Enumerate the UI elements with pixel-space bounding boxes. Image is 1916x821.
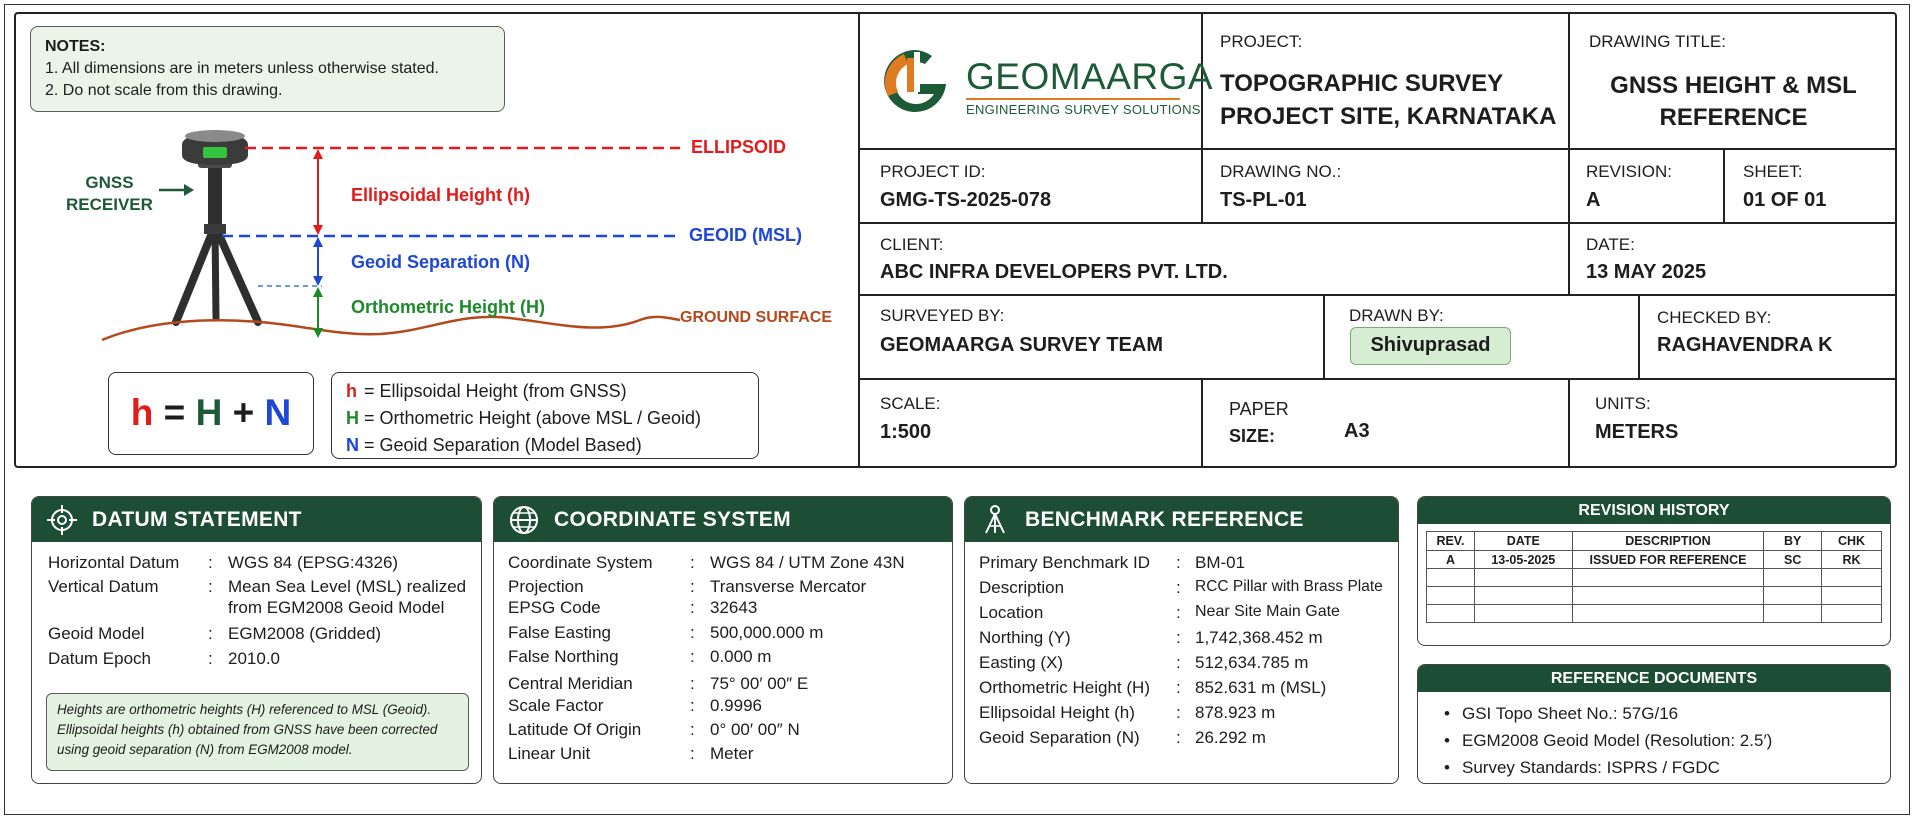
benchmark-key: Easting (X)	[979, 653, 1064, 672]
column-header: CHK	[1822, 532, 1882, 551]
formula-box	[108, 372, 314, 455]
project-line2: PROJECT SITE, KARNATAKA	[1220, 103, 1557, 130]
paper-label-line2: SIZE:	[1229, 426, 1276, 446]
table-cell: 13-05-2025	[1474, 551, 1572, 569]
drawn-by-value: Shivuprasad	[1350, 327, 1511, 365]
sheet-label: SHEET:	[1743, 162, 1803, 181]
datum-statement-header	[32, 497, 481, 542]
revision-history-table	[1426, 531, 1882, 623]
benchmark-key: Northing (Y)	[979, 628, 1071, 647]
table-row	[1427, 551, 1882, 569]
logo-divider	[966, 98, 1180, 100]
coord-colon: :	[690, 674, 695, 693]
table-cell: SC	[1764, 551, 1822, 569]
column-header: REV.	[1427, 532, 1475, 551]
date-value: 13 MAY 2025	[1586, 261, 1707, 283]
drawing-title-label: DRAWING TITLE:	[1589, 32, 1726, 51]
benchmark-colon: :	[1176, 653, 1181, 672]
formula-h: h	[130, 392, 154, 433]
units-value: METERS	[1595, 421, 1679, 443]
surveyed-by-label: SURVEYED BY:	[880, 306, 1005, 325]
benchmark-colon: :	[1176, 678, 1181, 697]
coordinate-system-header	[494, 497, 952, 542]
coord-value: Transverse Mercator	[710, 577, 867, 596]
coord-key: False Easting	[508, 623, 611, 642]
benchmark-value: 512,634.785 m	[1195, 653, 1309, 672]
paper-size-value: A3	[1344, 420, 1370, 442]
coord-value: 0.9996	[710, 696, 762, 715]
note-item: 2. Do not scale from this drawing.	[45, 82, 283, 99]
benchmark-colon: :	[1176, 703, 1181, 722]
drawing-title-line1: GNSS HEIGHT & MSL	[1610, 72, 1857, 99]
benchmark-key: Geoid Separation (N)	[979, 728, 1140, 747]
table-cell: ISSUED FOR REFERENCE	[1572, 551, 1764, 569]
client-label: CLIENT:	[880, 235, 944, 254]
datum-value: EGM2008 (Gridded)	[228, 624, 382, 643]
datum-colon: :	[208, 553, 213, 572]
datum-key: Vertical Datum	[48, 577, 159, 596]
datum-statement-title: DATUM STATEMENT	[92, 508, 302, 531]
benchmark-value: RCC Pillar with Brass Plate	[1195, 578, 1383, 595]
datum-value: WGS 84 (EPSG:4326)	[228, 553, 399, 572]
coord-colon: :	[690, 598, 695, 617]
formula-H: H	[195, 392, 223, 433]
client-value: ABC INFRA DEVELOPERS PVT. LTD.	[880, 261, 1228, 283]
drawing-no-label: DRAWING NO.:	[1220, 162, 1342, 181]
coord-value: WGS 84 / UTM Zone 43N	[710, 553, 905, 572]
benchmark-key: Description	[979, 578, 1065, 597]
geoid-separation-label: Geoid Separation (N)	[351, 252, 531, 272]
datum-value: Mean Sea Level (MSL) realized	[228, 577, 467, 596]
gnss-receiver-icon	[182, 130, 248, 168]
table-header-row	[1427, 532, 1882, 551]
project-id-label: PROJECT ID:	[880, 162, 986, 181]
coord-colon: :	[690, 623, 695, 642]
project-line1: TOPOGRAPHIC SURVEY	[1220, 70, 1504, 97]
reference-documents-header: REFERENCE DOCUMENTS	[1418, 665, 1890, 692]
legend-row	[346, 378, 744, 405]
title-block-divider	[1723, 148, 1725, 222]
coordinate-system-title: COORDINATE SYSTEM	[554, 508, 791, 531]
legend-row	[346, 405, 744, 432]
coord-colon: :	[690, 577, 695, 596]
datum-colon: :	[208, 577, 213, 596]
list-item: • EGM2008 Geoid Model (Resolution: 2.5′)	[1444, 727, 1890, 754]
benchmark-colon: :	[1176, 578, 1181, 597]
table-row	[1427, 605, 1882, 623]
receiver-label	[66, 172, 153, 216]
note-item: 1. All dimensions are in meters unless otherwise stated.	[45, 60, 439, 77]
ground-surface-line	[102, 317, 680, 340]
column-header: BY	[1764, 532, 1822, 551]
coord-key: Central Meridian	[508, 674, 633, 693]
coord-key: Latitude Of Origin	[508, 720, 642, 739]
legend-symbol: N	[346, 435, 359, 455]
benchmark-key: Ellipsoidal Height (h)	[979, 703, 1135, 722]
orthometric-height-arrow	[313, 287, 323, 338]
coord-value: 0.000 m	[710, 647, 772, 666]
benchmark-reference-panel	[964, 496, 1399, 784]
ellipsoidal-height-arrow	[313, 149, 323, 235]
datum-note: Heights are orthometric heights (H) referenced to MSL (Geoid). Ellipsoidal heights (h) obtained from GNSS have been corrected using geoid separation (N) from EGM2008 model.	[46, 693, 469, 771]
benchmark-reference-title: BENCHMARK REFERENCE	[1025, 508, 1304, 531]
drawn-by-label: DRAWN BY:	[1349, 306, 1444, 325]
checked-by-label: CHECKED BY:	[1657, 308, 1772, 327]
datum-colon: :	[208, 649, 213, 668]
list-item: • Survey Standards: ISPRS / FGDC	[1444, 754, 1890, 781]
coord-value: 75° 00′ 00″ E	[710, 674, 809, 693]
table-row	[1427, 569, 1882, 587]
datum-key: Horizontal Datum	[48, 553, 180, 572]
title-block-divider	[1201, 12, 1203, 222]
coord-value: 0° 00′ 00″ N	[710, 720, 800, 739]
coord-value: 32643	[710, 598, 758, 617]
scale-value: 1:500	[880, 421, 932, 443]
revision-history-panel	[1417, 496, 1891, 646]
legend-text: Orthometric Height (above MSL / Geoid)	[379, 408, 701, 428]
coord-key: EPSG Code	[508, 598, 601, 617]
scale-label: SCALE:	[880, 394, 941, 413]
crosshair-icon	[46, 504, 78, 536]
formula-plus: +	[232, 392, 255, 433]
coord-value: Meter	[710, 744, 754, 763]
coord-key: Linear Unit	[508, 744, 591, 763]
benchmark-value: BM-01	[1195, 553, 1246, 572]
receiver-label-line2: RECEIVER	[66, 195, 153, 214]
drawing-no-value: TS-PL-01	[1220, 189, 1307, 211]
title-block-divider	[1638, 294, 1640, 378]
orthometric-height-label: Orthometric Height (H)	[351, 297, 546, 317]
list-item: • GSI Topo Sheet No.: 57G/16	[1444, 700, 1890, 727]
date-label: DATE:	[1586, 235, 1635, 254]
reference-documents-list	[1418, 692, 1890, 781]
logo-tagline: ENGINEERING SURVEY SOLUTIONS	[966, 102, 1201, 117]
benchmark-value: 852.631 m (MSL)	[1195, 678, 1327, 697]
datum-key: Geoid Model	[48, 624, 145, 643]
reference-documents-panel	[1417, 664, 1891, 784]
title-block-divider	[858, 378, 1897, 380]
legend-symbol: h	[346, 381, 357, 401]
revision-history-header: REVISION HISTORY	[1418, 497, 1890, 524]
sheet-value: 01 OF 01	[1743, 189, 1827, 211]
legend-text: Geoid Separation (Model Based)	[379, 435, 642, 455]
receiver-label-line1: GNSS	[85, 173, 134, 192]
benchmark-colon: :	[1176, 728, 1181, 747]
benchmark-colon: :	[1176, 628, 1181, 647]
coord-key: False Northing	[508, 647, 619, 666]
coordinate-system-panel	[493, 496, 953, 784]
survey-marker-icon	[979, 504, 1011, 536]
datum-key: Datum Epoch	[48, 649, 151, 668]
title-block-divider	[858, 294, 1897, 296]
datum-value: 2010.0	[228, 649, 280, 668]
ellipsoid-label: ELLIPSOID	[691, 137, 787, 157]
coord-colon: :	[690, 696, 695, 715]
coord-colon: :	[690, 647, 695, 666]
coord-key: Scale Factor	[508, 696, 604, 715]
table-cell: A	[1427, 551, 1475, 569]
coord-colon: :	[690, 744, 695, 763]
benchmark-colon: :	[1176, 553, 1181, 572]
benchmark-key: Primary Benchmark ID	[979, 553, 1150, 572]
title-block-divider	[1568, 378, 1570, 468]
surveyed-by-value: GEOMAARGA SURVEY TEAM	[880, 334, 1163, 356]
table-cell: RK	[1822, 551, 1882, 569]
title-block-divider	[1323, 294, 1325, 378]
receiver-pointer-arrow	[159, 184, 194, 196]
legend-text: Ellipsoidal Height (from GNSS)	[379, 381, 627, 401]
legend-equals: =	[364, 435, 375, 455]
coord-key: Coordinate System	[508, 553, 653, 572]
legend-equals: =	[364, 381, 375, 401]
revision-value: A	[1586, 189, 1601, 211]
geoid-label: GEOID (MSL)	[689, 225, 802, 245]
legend-row	[346, 432, 744, 459]
coord-value: 500,000.000 m	[710, 623, 824, 642]
coord-colon: :	[690, 553, 695, 572]
title-block-divider	[858, 12, 860, 468]
notes-heading: NOTES:	[45, 38, 106, 55]
formula-legend	[331, 372, 759, 459]
benchmark-reference-header	[965, 497, 1398, 542]
logo-name: GEOMAARGA	[966, 56, 1214, 97]
benchmark-value: 1,742,368.452 m	[1195, 628, 1323, 647]
project-id-value: GMG-TS-2025-078	[880, 189, 1052, 211]
benchmark-value: 26.292 m	[1195, 728, 1266, 747]
formula-eq: =	[163, 392, 186, 433]
benchmark-value: 878.923 m	[1195, 703, 1276, 722]
title-block-divider	[858, 222, 1897, 224]
ellipsoidal-height-label: Ellipsoidal Height (h)	[351, 185, 530, 205]
datum-colon: :	[208, 624, 213, 643]
geoid-separation-arrow	[313, 237, 323, 286]
revision-label: REVISION:	[1586, 162, 1672, 181]
legend-equals: =	[364, 408, 375, 428]
legend-symbol: H	[346, 408, 359, 428]
title-block-divider	[1201, 378, 1203, 468]
paper-label-line1: PAPER	[1229, 399, 1289, 419]
checked-by-value: RAGHAVENDRA K	[1657, 334, 1833, 356]
geomaarga-logo-icon	[878, 44, 952, 118]
benchmark-key: Orthometric Height (H)	[979, 678, 1150, 697]
column-header: DESCRIPTION	[1572, 532, 1764, 551]
benchmark-key: Location	[979, 603, 1044, 622]
column-header: DATE	[1474, 532, 1572, 551]
benchmark-colon: :	[1176, 603, 1181, 622]
coord-key: Projection	[508, 577, 584, 596]
benchmark-value: Near Site Main Gate	[1195, 603, 1340, 620]
globe-icon	[508, 504, 540, 536]
paper-label	[1229, 396, 1289, 450]
drawing-title-line2: REFERENCE	[1659, 104, 1808, 131]
title-block-divider	[858, 148, 1897, 150]
ground-surface-label: GROUND SURFACE	[680, 309, 833, 326]
table-row	[1427, 587, 1882, 605]
datum-statement-panel	[31, 496, 482, 784]
datum-value: from EGM2008 Geoid Model	[228, 598, 445, 617]
coord-colon: :	[690, 720, 695, 739]
project-label: PROJECT:	[1220, 32, 1303, 51]
title-block-divider	[1568, 12, 1570, 294]
formula-N: N	[264, 392, 292, 433]
units-label: UNITS:	[1595, 394, 1651, 413]
